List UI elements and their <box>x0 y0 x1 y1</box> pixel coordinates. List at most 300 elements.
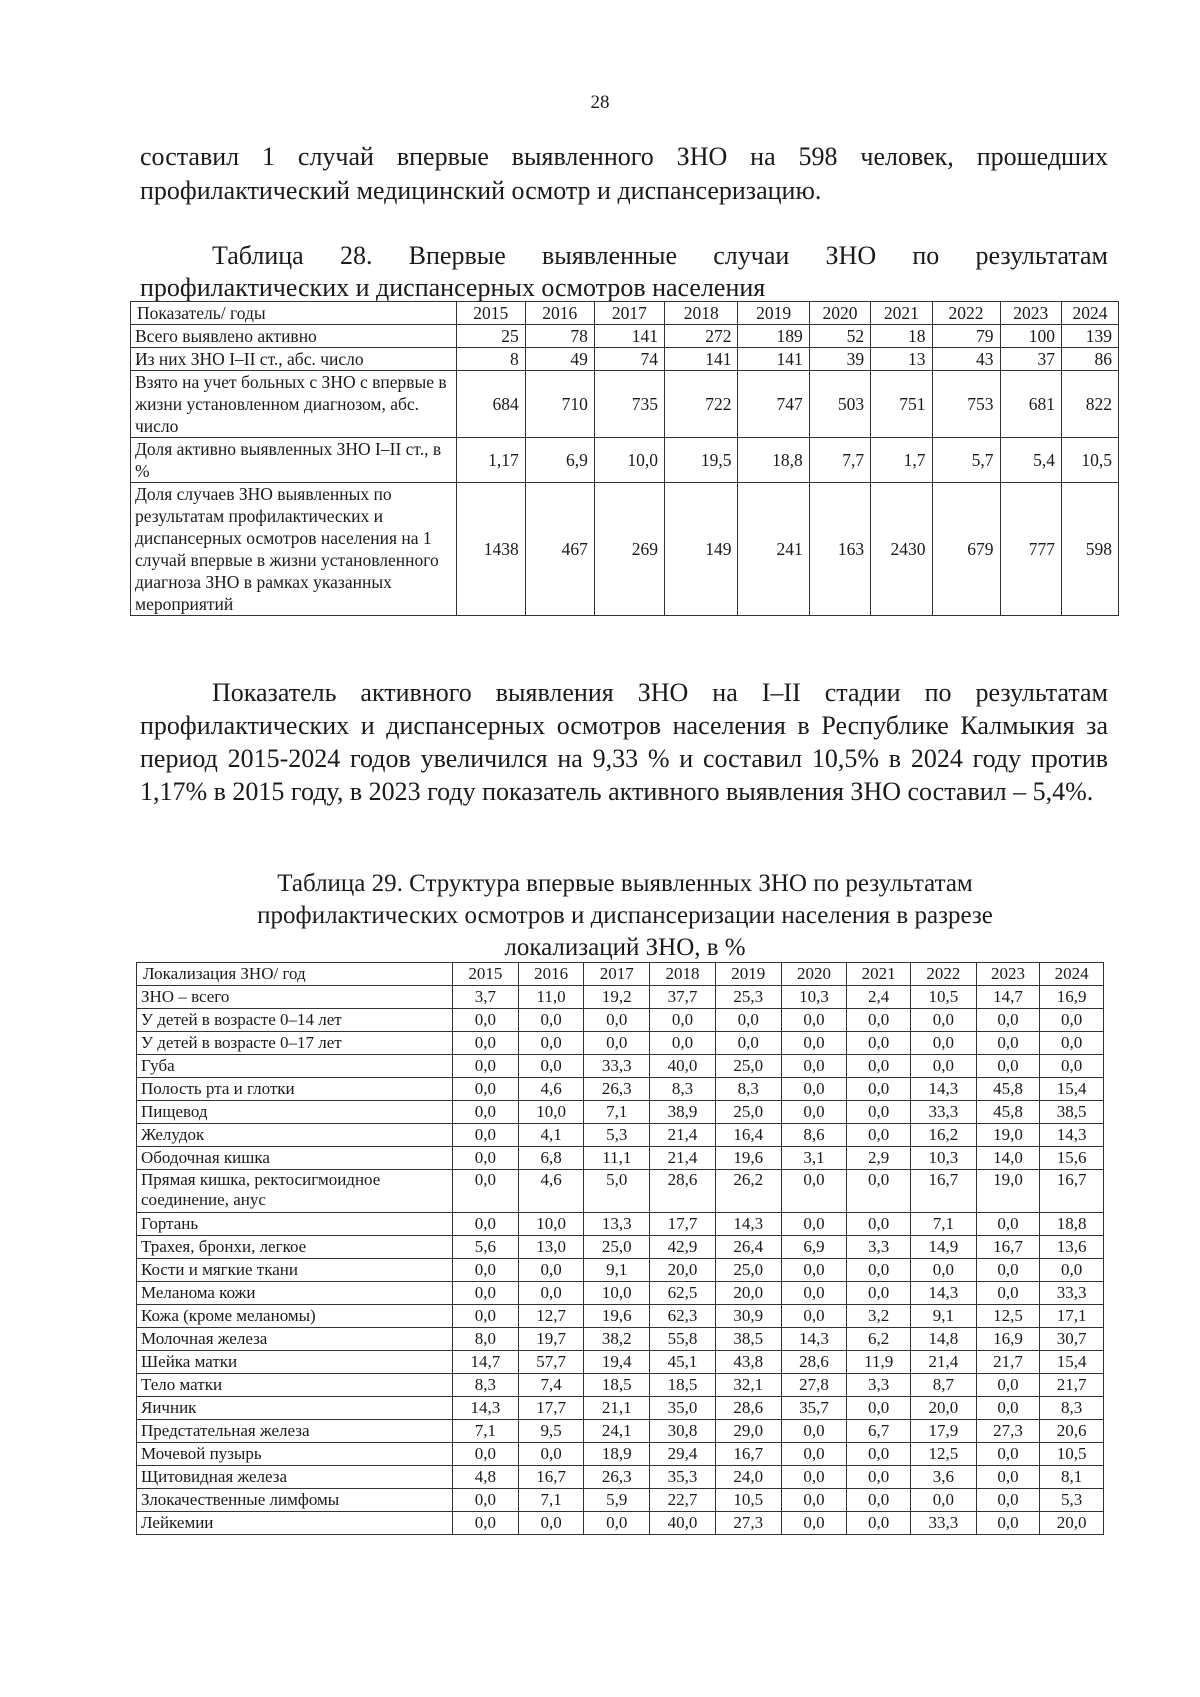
table28-cell: 163 <box>809 483 870 616</box>
table29-row <box>137 1078 1104 1101</box>
table29-cell: 0,0 <box>584 1032 650 1055</box>
table29-row <box>137 1259 1104 1282</box>
table29-cell: 13,3 <box>584 1213 650 1236</box>
table28-cell: 751 <box>871 371 932 438</box>
table28-row-label: Всего выявлено активно <box>131 325 457 348</box>
table29-cell: 45,8 <box>976 1101 1040 1124</box>
table29-row-label: Предстательная железа <box>137 1420 453 1443</box>
table29-cell: 0,0 <box>976 1397 1040 1420</box>
table29-cell: 10,0 <box>518 1101 584 1124</box>
table28-cell: 598 <box>1061 483 1118 616</box>
table28-header-year: 2017 <box>594 302 664 325</box>
table29-row <box>137 1489 1104 1512</box>
table29-cell: 3,2 <box>847 1305 911 1328</box>
table29-cell: 0,0 <box>518 1259 584 1282</box>
table29-header-year: 2016 <box>518 963 584 986</box>
table28-header-year: 2018 <box>665 302 738 325</box>
table28-header-year: 2024 <box>1061 302 1118 325</box>
table28-cell: 139 <box>1061 325 1118 348</box>
table29-cell: 45,1 <box>650 1351 716 1374</box>
table29-cell: 13,6 <box>1040 1236 1104 1259</box>
table29-cell: 0,0 <box>452 1055 518 1078</box>
table28-body <box>131 325 1119 616</box>
table29-cell: 0,0 <box>976 1374 1040 1397</box>
table29-cell: 14,3 <box>1040 1124 1104 1147</box>
table29-cell: 0,0 <box>452 1078 518 1101</box>
table28-cell: 43 <box>932 348 1000 371</box>
table29-header-year: 2020 <box>781 963 847 986</box>
table28-cell: 1438 <box>456 483 525 616</box>
table29-cell: 8,3 <box>650 1078 716 1101</box>
table29-cell: 10,3 <box>781 986 847 1009</box>
table29-cell: 28,6 <box>781 1351 847 1374</box>
table29-cell: 25,0 <box>715 1259 781 1282</box>
table29-cell: 0,0 <box>518 1282 584 1305</box>
table29-cell: 0,0 <box>452 1259 518 1282</box>
table29-cell: 43,8 <box>715 1351 781 1374</box>
table29-cell: 27,8 <box>781 1374 847 1397</box>
table29-cell: 16,2 <box>910 1124 976 1147</box>
table29-cell: 33,3 <box>910 1101 976 1124</box>
table29-cell: 7,1 <box>518 1489 584 1512</box>
table29-cell: 25,0 <box>715 1101 781 1124</box>
table29-cell: 0,0 <box>781 1055 847 1078</box>
table29-cell: 12,5 <box>910 1443 976 1466</box>
table29-cell: 0,0 <box>452 1489 518 1512</box>
table29-cell: 10,5 <box>1040 1443 1104 1466</box>
table28-cell: 86 <box>1061 348 1118 371</box>
table29-cell: 38,5 <box>1040 1101 1104 1124</box>
table28-header-year: 2015 <box>456 302 525 325</box>
table29-cell: 6,9 <box>781 1236 847 1259</box>
table29-row-label: Губа <box>137 1055 453 1078</box>
table29-cell: 2,4 <box>847 986 911 1009</box>
table29-row <box>137 1328 1104 1351</box>
table29-cell: 0,0 <box>781 1466 847 1489</box>
table28-cell: 1,17 <box>456 438 525 483</box>
table29-cell: 11,1 <box>584 1147 650 1170</box>
table28-cell: 747 <box>738 371 809 438</box>
table29-cell: 40,0 <box>650 1055 716 1078</box>
table29-cell: 0,0 <box>847 1078 911 1101</box>
table29-cell: 27,3 <box>976 1420 1040 1443</box>
table29-cell: 0,0 <box>781 1443 847 1466</box>
table29-cell: 0,0 <box>715 1009 781 1032</box>
table29-row <box>137 1032 1104 1055</box>
table28-row-label: Из них ЗНО I–II ст., абс. число <box>131 348 457 371</box>
table29-row <box>137 1374 1104 1397</box>
table29-cell: 9,5 <box>518 1420 584 1443</box>
table29-cell: 0,0 <box>1040 1009 1104 1032</box>
table29-cell: 11,9 <box>847 1351 911 1374</box>
intro-paragraph: составил 1 случай впервые выявленного ЗНО на 598 человек, прошедших профилактический медицинский осмотр и диспансеризацию. <box>140 142 1108 205</box>
table29-cell: 7,1 <box>910 1213 976 1236</box>
table29-row <box>137 1147 1104 1170</box>
table29-cell: 0,0 <box>847 1466 911 1489</box>
table28-cell: 18 <box>871 325 932 348</box>
table29-cell: 0,0 <box>452 1009 518 1032</box>
table29-cell: 0,0 <box>847 1009 911 1032</box>
table29-cell: 2,9 <box>847 1147 911 1170</box>
table29-cell: 5,9 <box>584 1489 650 1512</box>
table29-cell: 14,0 <box>976 1147 1040 1170</box>
table29-cell: 14,3 <box>910 1078 976 1101</box>
table29-cell: 0,0 <box>781 1032 847 1055</box>
table29-cell: 25,0 <box>715 1055 781 1078</box>
table29-cell: 26,3 <box>584 1078 650 1101</box>
table29-cell: 38,5 <box>715 1328 781 1351</box>
table29-cell: 20,0 <box>1040 1512 1104 1535</box>
table29-cell: 29,0 <box>715 1420 781 1443</box>
table29-cell: 0,0 <box>781 1213 847 1236</box>
table29-cell: 0,0 <box>518 1032 584 1055</box>
table29-row-label: Ободочная кишка <box>137 1147 453 1170</box>
table28-cell: 679 <box>932 483 1000 616</box>
table28-row-label: Доля случаев ЗНО выявленных по результатам профилактических и диспансерных осмотров населения на 1 случай впервые в жизни установленного диагноза ЗНО в рамках указанных мероприятий <box>131 483 457 616</box>
table29-cell: 14,3 <box>452 1397 518 1420</box>
table29-cell: 18,5 <box>584 1374 650 1397</box>
table29-row <box>137 1443 1104 1466</box>
table29-cell: 0,0 <box>847 1282 911 1305</box>
table29-cell: 35,7 <box>781 1397 847 1420</box>
table29-header-row <box>137 963 1104 986</box>
table29-row-label: Мочевой пузырь <box>137 1443 453 1466</box>
table28-row <box>131 438 1119 483</box>
table29-cell: 28,6 <box>650 1170 716 1213</box>
table29-cell: 0,0 <box>976 1259 1040 1282</box>
table29-cell: 26,4 <box>715 1236 781 1259</box>
table29-cell: 10,0 <box>518 1213 584 1236</box>
table29-cell: 6,8 <box>518 1147 584 1170</box>
table29-cell: 16,7 <box>715 1443 781 1466</box>
table29-cell: 8,3 <box>1040 1397 1104 1420</box>
table29-cell: 12,5 <box>976 1305 1040 1328</box>
table29-cell: 0,0 <box>976 1032 1040 1055</box>
table29-row-label: Злокачественные лимфомы <box>137 1489 453 1512</box>
table29-cell: 19,7 <box>518 1328 584 1351</box>
table29-cell: 0,0 <box>910 1032 976 1055</box>
table29-cell: 62,5 <box>650 1282 716 1305</box>
table29-row-label: Кожа (кроме меланомы) <box>137 1305 453 1328</box>
table29-cell: 19,6 <box>715 1147 781 1170</box>
table29-header-year: 2015 <box>452 963 518 986</box>
table29-row <box>137 1351 1104 1374</box>
table29-cell: 0,0 <box>847 1101 911 1124</box>
table28-cell: 5,4 <box>1000 438 1061 483</box>
table28-cell: 241 <box>738 483 809 616</box>
table29-cell: 45,8 <box>976 1078 1040 1101</box>
table29-cell: 15,4 <box>1040 1078 1104 1101</box>
table28-cell: 684 <box>456 371 525 438</box>
table29-cell: 28,6 <box>715 1397 781 1420</box>
table29-cell: 21,4 <box>910 1351 976 1374</box>
table29-cell: 0,0 <box>452 1443 518 1466</box>
table28-cell: 722 <box>665 371 738 438</box>
table29-cell: 32,1 <box>715 1374 781 1397</box>
table29-cell: 12,7 <box>518 1305 584 1328</box>
table29-row-label: Лейкемии <box>137 1512 453 1535</box>
table29-cell: 5,0 <box>584 1170 650 1213</box>
table29-row <box>137 1055 1104 1078</box>
table29-cell: 7,4 <box>518 1374 584 1397</box>
table28-row <box>131 371 1119 438</box>
table28-cell: 735 <box>594 371 664 438</box>
table28-cell: 18,8 <box>738 438 809 483</box>
table29-cell: 42,9 <box>650 1236 716 1259</box>
table29-cell: 8,3 <box>452 1374 518 1397</box>
table29-row-label: У детей в возрасте 0–14 лет <box>137 1009 453 1032</box>
table29-cell: 10,5 <box>715 1489 781 1512</box>
table29-cell: 20,6 <box>1040 1420 1104 1443</box>
table29-cell: 38,9 <box>650 1101 716 1124</box>
table29-cell: 55,8 <box>650 1328 716 1351</box>
table29-cell: 0,0 <box>976 1512 1040 1535</box>
table28-cell: 467 <box>525 483 594 616</box>
paragraph-active-detection: Показатель активного выявления ЗНО на I–II стадии по результатам профилактических и диспансерных осмотров населения в Республике Калмыкия за период 2015-2024 годов увеличился на 9,33 % и составил 10,5% в 2024 году против 1,17% в 2015 году, в 2023 году показатель активного выявления ЗНО составил – 5,4%. <box>140 678 1108 806</box>
table29-cell: 5,6 <box>452 1236 518 1259</box>
table29-cell: 0,0 <box>847 1489 911 1512</box>
table29-row <box>137 1170 1104 1213</box>
table29-cell: 0,0 <box>781 1259 847 1282</box>
table29-row-label: У детей в возрасте 0–17 лет <box>137 1032 453 1055</box>
table29-cell: 16,7 <box>976 1236 1040 1259</box>
table29-cell: 0,0 <box>847 1124 911 1147</box>
table28-header-year: 2021 <box>871 302 932 325</box>
table29-cell: 17,7 <box>518 1397 584 1420</box>
table29-cell: 18,8 <box>1040 1213 1104 1236</box>
table29-row-label: Желудок <box>137 1124 453 1147</box>
table29-cell: 16,7 <box>518 1466 584 1489</box>
table29-cell: 14,8 <box>910 1328 976 1351</box>
table29-cell: 0,0 <box>781 1009 847 1032</box>
table29-cell: 19,4 <box>584 1351 650 1374</box>
table29-cell: 30,9 <box>715 1305 781 1328</box>
table29-cell: 0,0 <box>1040 1032 1104 1055</box>
table29-row-label: Прямая кишка, ректосигмоидное соединение, анус <box>137 1170 453 1213</box>
table29-cell: 14,3 <box>715 1213 781 1236</box>
table28-cell: 74 <box>594 348 664 371</box>
table29-cell: 0,0 <box>452 1282 518 1305</box>
table29-cell: 7,1 <box>584 1101 650 1124</box>
table29-cell: 24,0 <box>715 1466 781 1489</box>
table29-cell: 33,3 <box>584 1055 650 1078</box>
table29-cell: 0,0 <box>452 1512 518 1535</box>
table29-cell: 0,0 <box>781 1305 847 1328</box>
table29-cell: 6,7 <box>847 1420 911 1443</box>
table28-cell: 78 <box>525 325 594 348</box>
table29-cell: 0,0 <box>847 1213 911 1236</box>
table29-cell: 4,6 <box>518 1170 584 1213</box>
table29-cell: 0,0 <box>715 1032 781 1055</box>
table29-cell: 17,9 <box>910 1420 976 1443</box>
table29-header-label: Локализация ЗНО/ год <box>137 963 453 986</box>
table29-cell: 30,8 <box>650 1420 716 1443</box>
table29-cell: 13,0 <box>518 1236 584 1259</box>
table29-cell: 8,6 <box>781 1124 847 1147</box>
table29-cell: 5,3 <box>584 1124 650 1147</box>
table28-cell: 10,0 <box>594 438 664 483</box>
table28-row-label: Взято на учет больных с ЗНО с впервые в жизни установленном диагнозом, абс. число <box>131 371 457 438</box>
table29-cell: 24,1 <box>584 1420 650 1443</box>
table29-cell: 0,0 <box>976 1282 1040 1305</box>
table29-row <box>137 1236 1104 1259</box>
table29-row-label: Полость рта и глотки <box>137 1078 453 1101</box>
table29-cell: 3,1 <box>781 1147 847 1170</box>
table28-cell: 141 <box>665 348 738 371</box>
table29-row <box>137 1124 1104 1147</box>
table29-cell: 18,9 <box>584 1443 650 1466</box>
table29-row <box>137 1213 1104 1236</box>
table29-cell: 4,6 <box>518 1078 584 1101</box>
table29-cell: 37,7 <box>650 986 716 1009</box>
table29-cell: 8,1 <box>1040 1466 1104 1489</box>
table28-header-year: 2023 <box>1000 302 1061 325</box>
table28-cell: 19,5 <box>665 438 738 483</box>
table29-row-label: Пищевод <box>137 1101 453 1124</box>
table29-cell: 0,0 <box>518 1512 584 1535</box>
table29-cell: 33,3 <box>910 1512 976 1535</box>
table29-cell: 21,4 <box>650 1147 716 1170</box>
table29-row <box>137 1009 1104 1032</box>
table29-cell: 20,0 <box>650 1259 716 1282</box>
table29-cell: 0,0 <box>518 1443 584 1466</box>
table28-cell: 777 <box>1000 483 1061 616</box>
table29-row-label: ЗНО – всего <box>137 986 453 1009</box>
table29-cell: 0,0 <box>976 1489 1040 1512</box>
table29-cell: 11,0 <box>518 986 584 1009</box>
table29-cell: 0,0 <box>847 1443 911 1466</box>
table29-cell: 0,0 <box>976 1466 1040 1489</box>
table29-cell: 0,0 <box>452 1147 518 1170</box>
table29-cell: 0,0 <box>847 1259 911 1282</box>
table28-header-label: Показатель/ годы <box>131 302 457 325</box>
table29-cell: 0,0 <box>584 1009 650 1032</box>
table28-header-year: 2016 <box>525 302 594 325</box>
table29-cell: 16,9 <box>1040 986 1104 1009</box>
table29-cell: 19,2 <box>584 986 650 1009</box>
table29-cell: 14,7 <box>976 986 1040 1009</box>
table29-cell: 0,0 <box>1040 1055 1104 1078</box>
table29-cell: 3,3 <box>847 1374 911 1397</box>
table28-header-row <box>131 302 1119 325</box>
table28-header-year: 2020 <box>809 302 870 325</box>
table28-row <box>131 348 1119 371</box>
table28-caption: Таблица 28. Впервые выявленные случаи ЗНО по результатам профилактических и диспансерных осмотров населения <box>140 241 1108 302</box>
table29-cell: 15,4 <box>1040 1351 1104 1374</box>
table29-row-label: Трахея, бронхи, легкое <box>137 1236 453 1259</box>
table29-cell: 16,7 <box>1040 1170 1104 1213</box>
table28-cell: 52 <box>809 325 870 348</box>
table29-cell: 3,3 <box>847 1236 911 1259</box>
table29-cell: 16,9 <box>976 1328 1040 1351</box>
table29-cell: 33,3 <box>1040 1282 1104 1305</box>
table29-cell: 14,7 <box>452 1351 518 1374</box>
table28-row-label: Доля активно выявленных ЗНО I–II ст., в % <box>131 438 457 483</box>
table29-row <box>137 986 1104 1009</box>
table28-row <box>131 325 1119 348</box>
table29-cell: 0,0 <box>976 1009 1040 1032</box>
table29-cell: 0,0 <box>452 1101 518 1124</box>
table28-cell: 39 <box>809 348 870 371</box>
table29-caption: Таблица 29. Структура впервые выявленных ЗНО по результатам профилактических осмотров и диспансеризации населения в разрезе локализаций ЗНО, в % <box>257 870 993 961</box>
table29-row <box>137 1466 1104 1489</box>
table28-cell: 503 <box>809 371 870 438</box>
table29-cell: 15,6 <box>1040 1147 1104 1170</box>
table29-cell: 0,0 <box>781 1420 847 1443</box>
table29-header-year: 2024 <box>1040 963 1104 986</box>
table29-cell: 0,0 <box>847 1397 911 1420</box>
table29-cell: 21,1 <box>584 1397 650 1420</box>
table29-cell: 0,0 <box>781 1489 847 1512</box>
table29-cell: 30,7 <box>1040 1328 1104 1351</box>
table29-cell: 9,1 <box>584 1259 650 1282</box>
table29-cell: 19,0 <box>976 1170 1040 1213</box>
table29-row-label: Щитовидная железа <box>137 1466 453 1489</box>
table28 <box>130 301 1119 616</box>
table29-cell: 0,0 <box>584 1512 650 1535</box>
table29-cell: 21,4 <box>650 1124 716 1147</box>
table29-cell: 8,7 <box>910 1374 976 1397</box>
table29-cell: 19,6 <box>584 1305 650 1328</box>
table29-cell: 14,9 <box>910 1236 976 1259</box>
table29 <box>136 962 1104 1535</box>
table29-row <box>137 1397 1104 1420</box>
table29-cell: 0,0 <box>452 1305 518 1328</box>
table29-cell: 21,7 <box>976 1351 1040 1374</box>
table29-cell: 0,0 <box>781 1078 847 1101</box>
table29-cell: 8,0 <box>452 1328 518 1351</box>
table28-cell: 753 <box>932 371 1000 438</box>
table29-cell: 62,3 <box>650 1305 716 1328</box>
table29-cell: 0,0 <box>781 1170 847 1213</box>
table29-cell: 16,7 <box>910 1170 976 1213</box>
table29-cell: 14,3 <box>781 1328 847 1351</box>
table28-cell: 1,7 <box>871 438 932 483</box>
table28-header-year: 2022 <box>932 302 1000 325</box>
table29-cell: 17,7 <box>650 1213 716 1236</box>
table28-cell: 79 <box>932 325 1000 348</box>
table28-cell: 269 <box>594 483 664 616</box>
table28-cell: 141 <box>594 325 664 348</box>
table29-cell: 0,0 <box>452 1213 518 1236</box>
table29-row <box>137 1420 1104 1443</box>
table29-header-year: 2021 <box>847 963 911 986</box>
table29-cell: 27,3 <box>715 1512 781 1535</box>
table28-cell: 681 <box>1000 371 1061 438</box>
table28-cell: 7,7 <box>809 438 870 483</box>
table28-cell: 25 <box>456 325 525 348</box>
table28-cell: 8 <box>456 348 525 371</box>
table28-cell: 149 <box>665 483 738 616</box>
table28-row <box>131 483 1119 616</box>
table29-cell: 8,3 <box>715 1078 781 1101</box>
table29-cell: 0,0 <box>847 1055 911 1078</box>
table29-cell: 10,5 <box>910 986 976 1009</box>
table29-cell: 6,2 <box>847 1328 911 1351</box>
table29-cell: 0,0 <box>452 1032 518 1055</box>
table29-cell: 16,4 <box>715 1124 781 1147</box>
table28-cell: 141 <box>738 348 809 371</box>
table29-cell: 0,0 <box>518 1009 584 1032</box>
table29-cell: 22,7 <box>650 1489 716 1512</box>
table29-cell: 18,5 <box>650 1374 716 1397</box>
table28-cell: 822 <box>1061 371 1118 438</box>
table29-cell: 0,0 <box>976 1443 1040 1466</box>
table29-cell: 3,7 <box>452 986 518 1009</box>
table29-cell: 4,8 <box>452 1466 518 1489</box>
table29-cell: 0,0 <box>847 1032 911 1055</box>
table29-cell: 38,2 <box>584 1328 650 1351</box>
